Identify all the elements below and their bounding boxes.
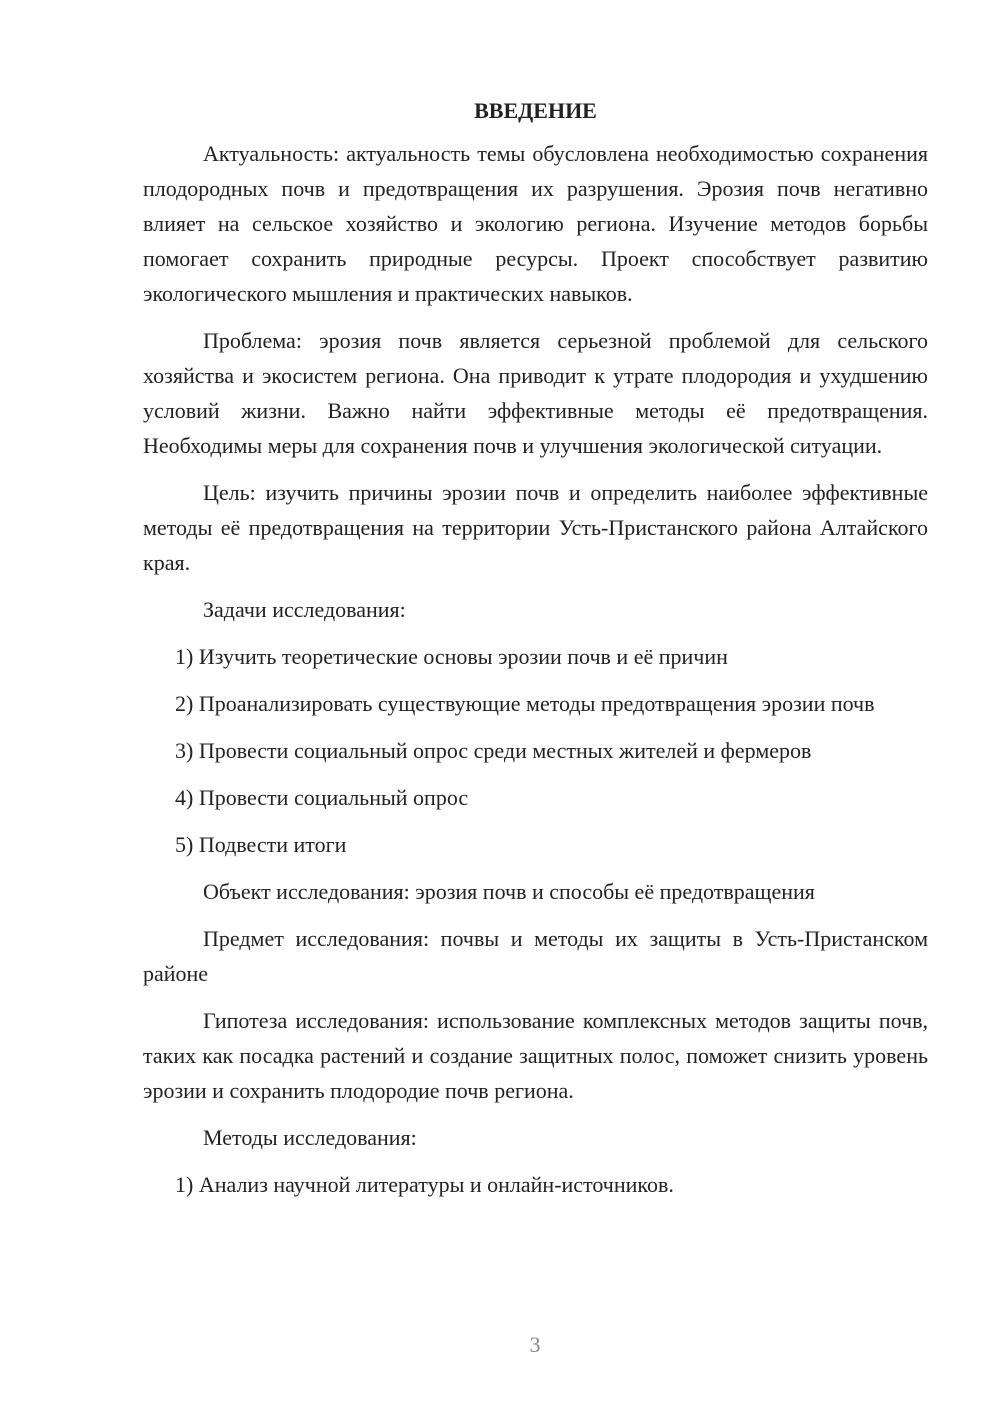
task-item-5: 5) Подвести итоги bbox=[175, 832, 347, 857]
relevance-paragraph: Актуальность: актуальность темы обусловлена необходимостью сохранения плодородных почв и предотвращения их разрушения. Эрозия почв негативно влияет на сельское хозяйство и экологию региона. Изучение методов борьбы помогает сохранить природные ресурсы. Проект способствует развитию экологического мышления и практических навыков. bbox=[143, 141, 928, 306]
method-item-1: 1) Анализ научной литературы и онлайн-источников. bbox=[175, 1172, 674, 1197]
task-item-2: 2) Проанализировать существующие методы предотвращения эрозии почв bbox=[175, 691, 875, 716]
problem-paragraph: Проблема: эрозия почв является серьезной проблемой для сельского хозяйства и экосистем региона. Она приводит к утрате плодородия и ухудшению условий жизни. Важно найти эффективные методы её предотвращения. Необходимы меры для сохранения почв и улучшения экологической ситуации. bbox=[143, 328, 928, 458]
task-item-3: 3) Провести социальный опрос среди местных жителей и фермеров bbox=[175, 738, 812, 763]
page-number: 3 bbox=[529, 1332, 541, 1357]
tasks-heading: Задачи исследования: bbox=[203, 597, 406, 622]
section-title: ВВЕДЕНИЕ bbox=[474, 98, 597, 123]
methods-heading: Методы исследования: bbox=[203, 1125, 417, 1150]
subject-paragraph: Предмет исследования: почвы и методы их защиты в Усть-Пристанском районе bbox=[143, 926, 928, 986]
object-paragraph: Объект исследования: эрозия почв и способы её предотвращения bbox=[203, 879, 815, 904]
task-item-4: 4) Провести социальный опрос bbox=[175, 785, 469, 810]
task-item-1: 1) Изучить теоретические основы эрозии почв и её причин bbox=[175, 644, 728, 669]
goal-paragraph: Цель: изучить причины эрозии почв и определить наиболее эффективные методы её предотвращения на территории Усть-Пристанского района Алтайского края. bbox=[143, 480, 928, 575]
page-content bbox=[143, 96, 928, 1214]
hypothesis-paragraph: Гипотеза исследования: использование комплексных методов защиты почв, таких как посадка растений и создание защитных полос, поможет снизить уровень эрозии и сохранить плодородие почв региона. bbox=[143, 1008, 928, 1103]
